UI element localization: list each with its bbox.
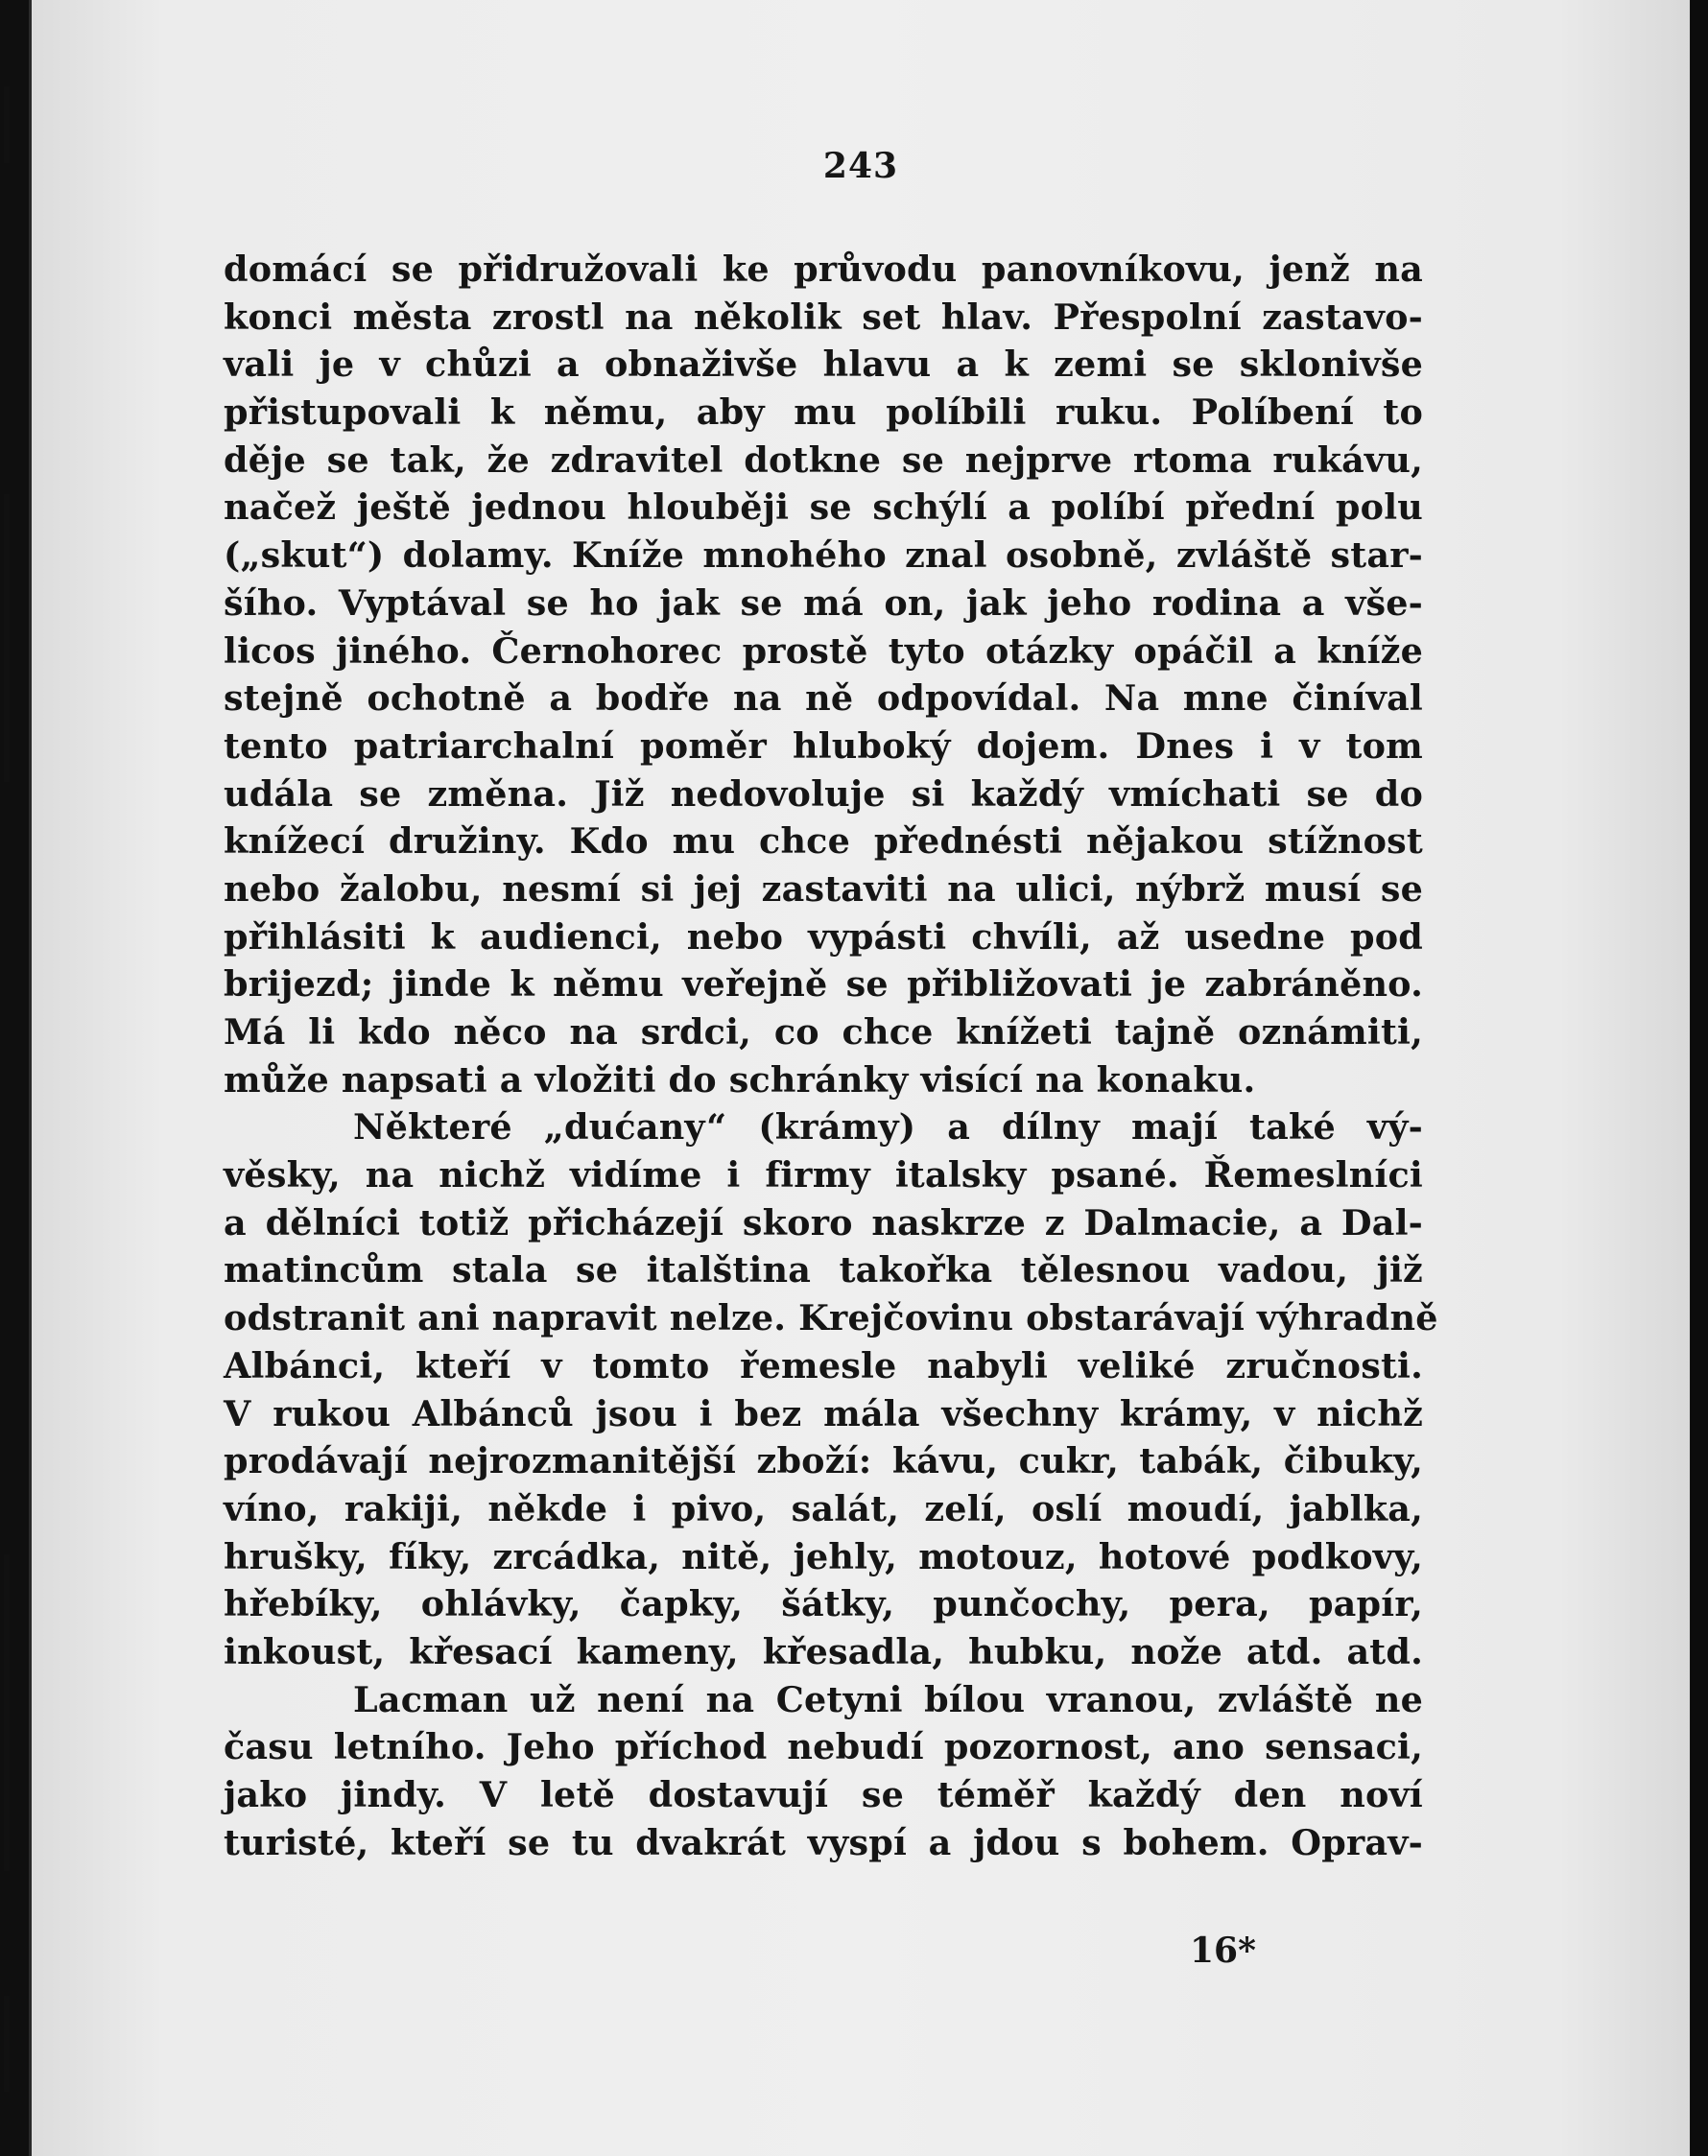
text-line: vali je v chůzi a obnaživše hlavu a k zemi se sklonivše <box>224 344 1423 386</box>
text-line: V rukou Albánců jsou i bez mála všechny krámy, v nichž <box>224 1392 1423 1434</box>
text-line: („skut“) dolamy. Kníže mnohého znal osobně, zvláště star- <box>224 534 1423 577</box>
text-line: jako jindy. V letě dostavují se téměř každý den noví <box>224 1774 1423 1815</box>
binding-mark <box>4 86 10 163</box>
text-line: děje se tak, že zdravitel dotkne se nejprve rtoma rukávu, <box>224 438 1423 481</box>
text-line: konci města zrostl na několik set hlav. Přespolní zastavo- <box>224 296 1423 338</box>
text-line: může napsati a vložiti do schránky visící na konaku. <box>224 1058 1256 1101</box>
text-line: hřebíky, ohlávky, čapky, šátky, punčochy, pera, papír, <box>224 1583 1423 1625</box>
text-line: přistupovali k němu, aby mu políbili ruku. Políbení to <box>224 391 1423 434</box>
text-line: času letního. Jeho příchod nebudí pozornost, ano sensaci, <box>224 1726 1423 1768</box>
text-line: udála se změna. Již nedovoluje si každý vmíchati se do <box>224 772 1423 815</box>
body-text <box>224 246 1438 1866</box>
text-line: Některé „dućany“ (krámy) a dílny mají také vý- <box>353 1106 1423 1149</box>
text-line: prodávají nejrozmanitější zboží: kávu, cukr, tabák, čibuky, <box>224 1440 1423 1482</box>
text-line: turisté, kteří se tu dvakrát vyspí a jdou s bohem. Oprav- <box>224 1821 1423 1863</box>
text-line: nebo žalobu, nesmí si jej zastaviti na ulici, nýbrž musí se <box>224 867 1423 910</box>
text-line: tento patriarchalní poměr hluboký dojem. Dnes i v tom <box>224 724 1423 767</box>
text-line: domácí se přidružovali ke průvodu panovníkovu, jenž na <box>224 249 1423 290</box>
text-line: odstranit ani napravit nelze. Krejčovinu obstarávají výhradně <box>224 1297 1438 1339</box>
text-line: načež ještě jednou hlouběji se schýlí a políbí přední polu <box>224 486 1423 529</box>
binding-mark <box>4 1996 10 2092</box>
text-line: licos jiného. Černohorec prostě tyto otázky opáčil a kníže <box>224 629 1423 672</box>
binding-mark <box>4 1554 10 1871</box>
text-line: šího. Vyptával se ho jak se má on, jak jeho rodina a vše- <box>224 581 1423 624</box>
text-line: věsky, na nichž vidíme i firmy italsky psané. Řemeslníci <box>224 1154 1423 1196</box>
text-line: Má li kdo něco na srdci, co chce knížeti tajně oznámiti, <box>224 1011 1423 1053</box>
text-line: přihlásiti k audienci, nebo vypásti chvíli, až usedne pod <box>224 915 1423 958</box>
text-line: Lacman už není na Cetyni bílou vranou, zvláště ne <box>353 1678 1423 1720</box>
text-line: knížecí družiny. Kdo mu chce přednésti nějakou stížnost <box>224 820 1423 863</box>
text-line: hrušky, fíky, zrcádka, nitě, jehly, motouz, hotové podkovy, <box>224 1535 1423 1577</box>
page-number: 243 <box>822 146 899 186</box>
page-right-shadow <box>1691 0 1708 2156</box>
text-line: inkoust, křesací kameny, křesadla, hubku, nože atd. atd. <box>224 1630 1423 1672</box>
text-line: víno, rakiji, někde i pivo, salát, zelí, oslí moudí, jablka, <box>224 1487 1423 1529</box>
text-line: matincům stala se italština takořka tělesnou vadou, již <box>224 1249 1423 1291</box>
text-line: a dělníci totiž přicházejí skoro naskrze z Dalmacie, a Dal- <box>224 1201 1423 1244</box>
text-line: Albánci, kteří v tomto řemesle nabyli veliké zručnosti. <box>224 1344 1423 1386</box>
signature-mark: 16* <box>1190 1931 1256 1971</box>
text-line: brijezd; jinde k němu veřejně se přibližovati je zabráněno. <box>224 963 1423 1006</box>
binding-mark <box>4 494 10 782</box>
text-line: stejně ochotně a bodře na ně odpovídal. Na mne činíval <box>224 677 1423 720</box>
